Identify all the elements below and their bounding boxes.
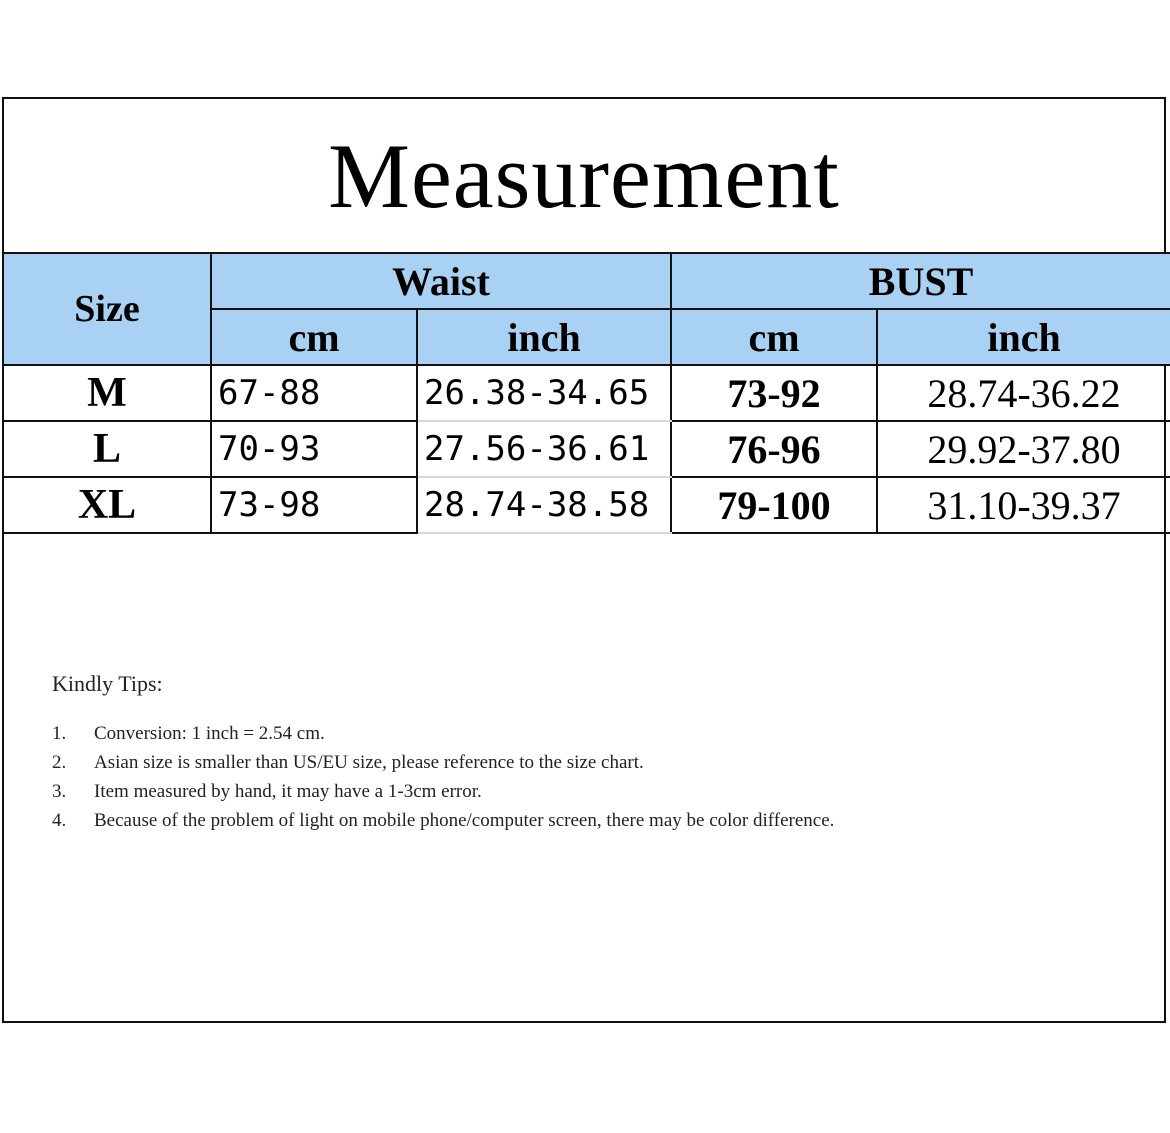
bust-cm-header: cm	[671, 309, 877, 365]
list-item	[52, 806, 1012, 835]
size-table	[2, 252, 1170, 534]
size-cell: M	[3, 365, 211, 421]
table-row	[3, 477, 1170, 533]
bust-inch-cell: 28.74-36.22	[877, 365, 1170, 421]
list-item	[52, 777, 1012, 806]
list-item-text: Because of the problem of light on mobile phone/computer screen, there may be color difference.	[94, 810, 835, 831]
bust-cm-cell: 73-92	[671, 365, 877, 421]
waist-cm-header: cm	[211, 309, 417, 365]
bust-header: BUST	[671, 253, 1170, 309]
waist-inch-cell: 28.74-38.58	[417, 477, 671, 533]
list-item-text: Asian size is smaller than US/EU size, please reference to the size chart.	[94, 752, 644, 773]
size-column-header: Size	[3, 253, 211, 365]
bust-cm-cell: 76-96	[671, 421, 877, 477]
size-chart-frame	[2, 97, 1166, 1023]
tips-list	[52, 719, 1012, 835]
list-item-number: 4.	[52, 810, 67, 831]
table-group-header-row	[3, 253, 1170, 309]
table-row	[3, 365, 1170, 421]
size-cell: L	[3, 421, 211, 477]
bust-inch-header: inch	[877, 309, 1170, 365]
list-item-text: Conversion: 1 inch = 2.54 cm.	[94, 723, 325, 744]
chart-title: Measurement	[328, 125, 840, 227]
bust-inch-cell: 29.92-37.80	[877, 421, 1170, 477]
size-cell: XL	[3, 477, 211, 533]
waist-inch-header: inch	[417, 309, 671, 365]
list-item-number: 3.	[52, 781, 67, 802]
bust-cm-cell: 79-100	[671, 477, 877, 533]
list-item	[52, 748, 1012, 777]
waist-cm-cell: 67-88	[211, 365, 417, 421]
waist-inch-cell: 27.56-36.61	[417, 421, 671, 477]
bust-inch-cell: 31.10-39.37	[877, 477, 1170, 533]
waist-cm-cell: 70-93	[211, 421, 417, 477]
list-item-number: 1.	[52, 723, 67, 744]
waist-header: Waist	[211, 253, 671, 309]
list-item	[52, 719, 1012, 748]
waist-inch-cell: 26.38-34.65	[417, 365, 671, 421]
tips-section	[52, 671, 1012, 835]
table-row	[3, 421, 1170, 477]
waist-cm-cell: 73-98	[211, 477, 417, 533]
list-item-number: 2.	[52, 752, 67, 773]
list-item-text: Item measured by hand, it may have a 1-3cm error.	[94, 781, 482, 802]
tips-heading: Kindly Tips:	[52, 671, 163, 696]
